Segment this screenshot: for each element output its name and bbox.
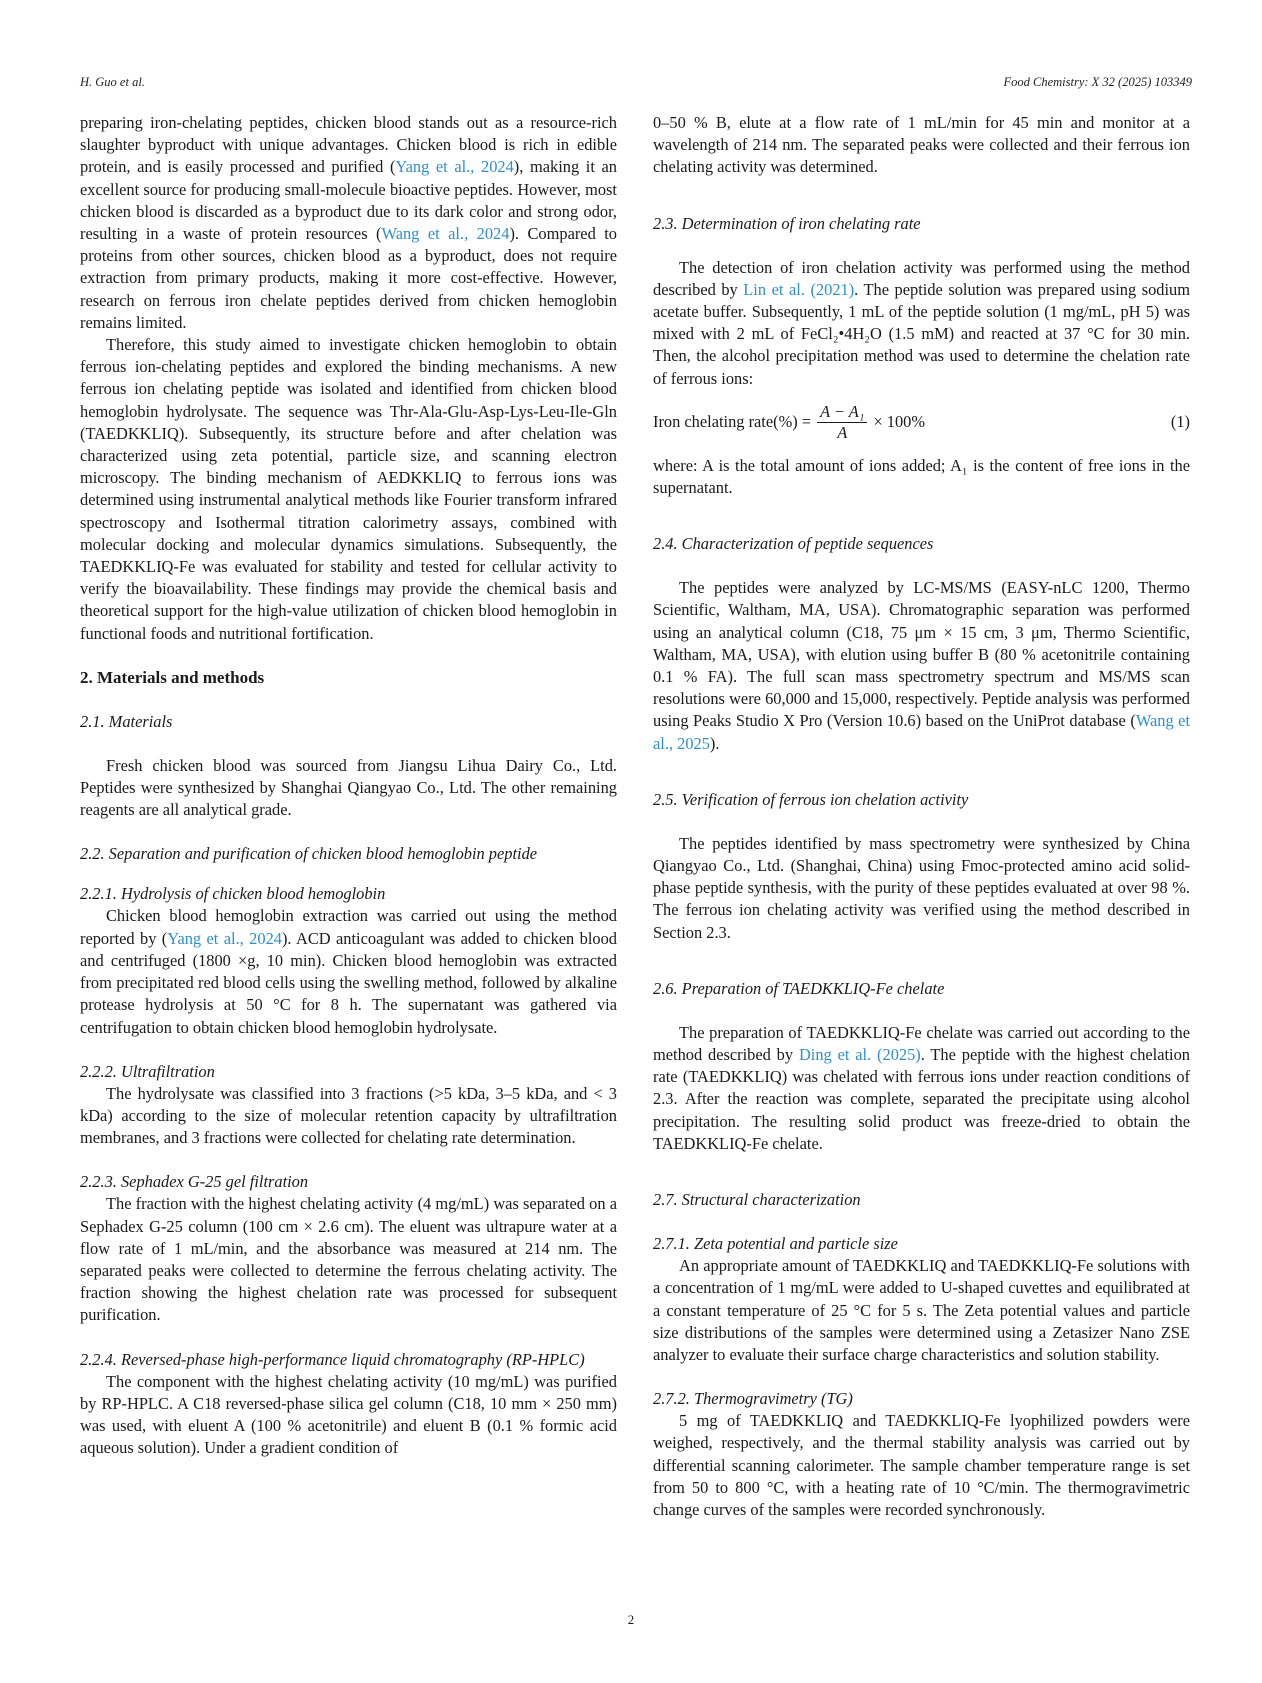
text: ). [709, 733, 720, 753]
citation-link[interactable]: Yang et al., 2024 [167, 928, 282, 948]
paragraph-ultrafiltration: The hydrolysate was classified into 3 fractions (>5 kDa, 3–5 kDa, and < 3 kDa) according to the size of molecular retention capacity by ultrafiltration membranes, and 3 fractions were collected for chelating rate determination. [80, 1083, 617, 1148]
citation-link[interactable]: Wang et al., 2025 [653, 711, 1191, 753]
right-column [653, 112, 1190, 1521]
running-head-journal: Food Chemistry: X 32 (2025) 103349 [1003, 75, 1192, 89]
citation-link[interactable]: Yang et al., 2024 [395, 157, 514, 177]
subsection-heading-2-2: 2.2. Separation and purification of chicken blood hemoglobin peptide [80, 844, 538, 864]
subsection-heading-2-5: 2.5. Verification of ferrous ion chelation activity [653, 789, 969, 809]
text: The peptides were analyzed by LC-MS/MS (EASY-nLC 1200, Thermo Scientific, Waltham, MA, USA). Chromatographic separation was performed using an analytical column (C18, 75 μm × 15 cm, 3 μm, Thermo Scientific, Waltham, MA, USA), with elution using buffer B (80 % acetonitrile containing 0.1 % FA). The full scan mass spectrometry spectrum and MS/MS scan resolutions were 60,000 and 15,000, respectively. Peptide analysis was performed using Peaks Studio X Pro (Version 10.6) based on the UniProt database ( [653, 578, 1190, 731]
text: ), making it an excellent source for producing small-molecule bioactive peptides. However, most chicken blood is discarded as a byproduct due to its dark color and strong odor, resulting in a waste of protein resources ( [80, 157, 617, 244]
page-number: 2 [627, 1612, 635, 1627]
section-heading-materials-methods: 2. Materials and methods [80, 667, 265, 687]
paragraph-chelating-rate [653, 257, 1190, 390]
equation-body [653, 402, 925, 443]
paragraph-materials: Fresh chicken blood was sourced from Jiangsu Lihua Dairy Co., Ltd. Peptides were synthesized by Shanghai Qiangyao Co., Ltd. The other remaining reagents are all analytical grade. [80, 755, 617, 820]
equation-rhs: × 100% [873, 412, 926, 432]
subsection-heading-2-6: 2.6. Preparation of TAEDKKLIQ-Fe chelate [653, 978, 945, 998]
text: The detection of iron chelation activity was performed using the method described by [653, 257, 1190, 299]
text: . The peptide with the highest chelation rate (TAEDKKLIQ) was chelated with ferrous ions under reaction conditions of 2.3. After the reaction was complete, separated the precipitate using alcohol precipitation. The resulting solid product was freeze-dried to obtain the TAEDKKLIQ-Fe chelate. [653, 1045, 1191, 1153]
left-column [80, 112, 617, 1459]
subsection-heading-2-1: 2.1. Materials [80, 711, 173, 731]
citation-link[interactable]: Wang et al., 2024 [381, 224, 510, 244]
citation-link[interactable]: Lin et al. (2021) [743, 279, 855, 299]
subsubsection-heading-2-2-1: 2.2.1. Hydrolysis of chicken blood hemoglobin [80, 884, 386, 904]
subsubsection-heading-2-2-2: 2.2.2. Ultrafiltration [80, 1061, 215, 1081]
text: Chicken blood hemoglobin extraction was carried out using the method reported by ( [80, 906, 617, 948]
fraction-numerator: A − A₁ [817, 402, 867, 423]
paragraph-rp-hplc: The component with the highest chelating activity (10 mg/mL) was purified by RP-HPLC. A C18 reversed-phase silica gel column (C18, 10 mm × 250 mm) was used, with eluent A (100 % acetonitrile) and eluent B (0.1 % formic acid aqueous solution). Under a gradient condition of [80, 1371, 617, 1458]
text: The preparation of TAEDKKLIQ-Fe chelate was carried out according to the method described by [653, 1022, 1190, 1065]
paragraph-verification: The peptides identified by mass spectrometry were synthesized by China Qiangyao Co., Ltd. (Shanghai, China) using Fmoc-protected amino acid solid-phase peptide synthesis, with the purity of these peptides evaluated at over 98 %. The ferrous ion chelating activity was verified using the method described in Section 2.3. [653, 833, 1190, 942]
paragraph-chelate-preparation [653, 1022, 1190, 1155]
paragraph-thermogravimetry: 5 mg of TAEDKKLIQ and TAEDKKLIQ-Fe lyophilized powders were weighed, respectively, and the thermal stability analysis was carried out by differential scanning calorimeter. The sample chamber temperature range is set from 50 to 800 °C, with a heating rate of 10 °C/min. The thermogravimetric change curves of the samples were recorded synchronously. [653, 1411, 1190, 1519]
subsection-heading-2-3: 2.3. Determination of iron chelating rate [653, 213, 921, 233]
paragraph-peptide-sequences [653, 577, 1190, 755]
subsection-heading-2-4: 2.4. Characterization of peptide sequences [653, 534, 934, 554]
text: ). Compared to proteins from other sources, chicken blood as a byproduct, does not require extraction from primary products, making it more cost-effective. However, research on ferrous iron chelate peptides derived from chicken hemoglobin remains limited. [80, 224, 618, 332]
subsubsection-heading-2-7-1: 2.7.1. Zeta potential and particle size [653, 1234, 898, 1254]
intro-paragraph-1 [80, 112, 617, 334]
running-head-authors: H. Guo et al. [80, 75, 145, 89]
equation-number: (1) [1170, 412, 1190, 432]
intro-paragraph-2: Therefore, this study aimed to investigate chicken hemoglobin to obtain ferrous ion-chelating peptides and explored the binding mechanisms. A new ferrous ion chelating peptide was isolated and identified from chicken blood hemoglobin hydrolysate. The sequence was Thr-Ala-Glu-Asp-Lys-Leu-Ile-Gln (TAEDKKLIQ). Subsequently, its structure before and after chelation was characterized using zeta potential, particle size, and scanning electron microscopy. The binding mechanism of AEDKKLIQ to ferrous ions was determined using instrumental analytical methods like Fourier transform infrared spectroscopy and Isothermal titration calorimetry assays, combined with molecular docking and molecular dynamics simulations. Subsequently, the TAEDKKLIQ-Fe was evaluated for stability and tested for cellular activity to verify the bioavailability. These findings may provide the chemical basis and theoretical support for the high-value utilization of chicken blood hemoglobin in functional foods and nutritional fortification. [80, 335, 617, 643]
text: ). ACD anticoagulant was added to chicken blood and centrifuged (1800 ×g, 10 min). Chicken blood hemoglobin was extracted from precipitated red blood cells using the swelling method, followed by alkaline protease hydrolysis at 50 °C for 8 h. The supernatant was gathered via centrifugation to obtain chicken blood hemoglobin hydrolysate. [80, 928, 617, 1037]
paragraph-rp-hplc-continued: 0–50 % B, elute at a flow rate of 1 mL/min for 45 min and monitor at a wavelength of 214 nm. The separated peaks were collected and their ferrous ion chelating activity was determined. [653, 113, 1190, 177]
subsection-heading-2-7: 2.7. Structural characterization [653, 1190, 861, 1210]
subsubsection-heading-2-2-4: 2.2.4. Reversed-phase high-performance liquid chromatography (RP-HPLC) [80, 1349, 585, 1369]
equation-fraction [817, 402, 867, 443]
paragraph-equation-where: where: A is the total amount of ions added; A₁ is the content of free ions in the supernatant. [653, 455, 1190, 498]
subsubsection-heading-2-2-3: 2.2.3. Sephadex G-25 gel filtration [80, 1172, 309, 1192]
equation-lhs: Iron chelating rate(%) = [653, 412, 812, 432]
paragraph-sephadex: The fraction with the highest chelating activity (4 mg/mL) was separated on a Sephadex G-25 column (100 cm × 2.6 cm). The eluent was ultrapure water at a flow rate of 1 mL/min, and the absorbance was measured at 214 nm. The separated peaks were collected to determine the ferrous chelating activity. The fraction showing the highest chelation rate was processed for subsequent purification. [80, 1194, 617, 1325]
paragraph-zeta-potential: An appropriate amount of TAEDKKLIQ and TAEDKKLIQ-Fe solutions with a concentration of 1 mg/mL were added to U-shaped cuvettes and equilibrated at a constant temperature of 25 °C for 5 s. The Zeta potential values and particle size distributions of the samples were determined using a Zetasizer Nano ZSE analyzer to evaluate their surface charge characteristics and solution stability. [653, 1256, 1190, 1364]
paragraph-hydrolysis [80, 905, 617, 1038]
text: . The peptide solution was prepared using sodium acetate buffer. Subsequently, 1 mL of the peptide solution (1 mg/mL, pH 5) was mixed with 2 mL of FeCl₂•4H₂O (1.5 mM) and reacted at 37 °C for 30 min. Then, the alcohol precipitation method was used to determine the chelation rate of ferrous ions: [653, 279, 1190, 388]
subsubsection-heading-2-7-2: 2.7.2. Thermogravimetry (TG) [653, 1389, 853, 1409]
fraction-denominator: A [837, 422, 848, 442]
text: preparing iron-chelating peptides, chicken blood stands out as a resource-rich slaughter byproduct with unique advantages. Chicken blood is rich in edible protein, and is easily processed and purified ( [80, 113, 617, 177]
citation-link[interactable]: Ding et al. (2025) [798, 1045, 921, 1065]
equation-1 [653, 402, 1190, 443]
